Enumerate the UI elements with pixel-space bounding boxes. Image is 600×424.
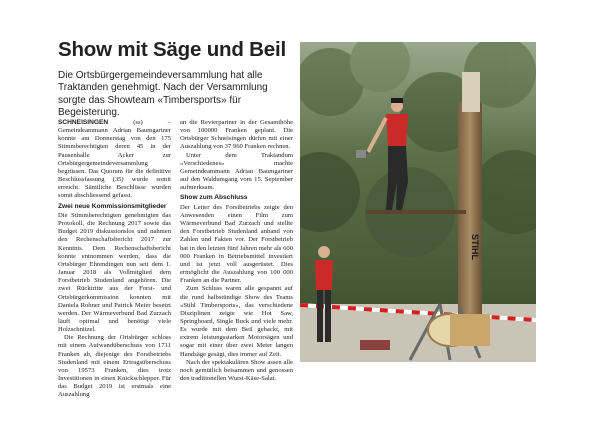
springboard-log xyxy=(458,72,482,332)
paragraph-text: – Gemeindeammann Adrian Baumgartner konnte am Donnerstag von den 175 Stimmberechtigten deren 45 in der Pausenhalle Acker zur Ortsbürgergemeindeversammlung begrüssen. Das Quorum für die definitive Beschlussfassung (35) wurde somit erreicht. Sämtliche Beschlüsse wurden somit abschliessend gefasst. xyxy=(58,119,171,200)
subheading: Zwei neue Kommissionsmitglieder xyxy=(58,202,167,210)
text-column-2 xyxy=(180,119,293,383)
article-headline: Show mit Säge und Beil xyxy=(58,38,286,61)
subheading: Show zum Abschluss xyxy=(180,194,248,202)
paragraph: Die Stimmberechtigten genehmigten das Protokoll, die Rechnung 2017 sowie das Budget 2019 diskussionslos und nahmen den Rechenschaftsbericht 2017 zur Kenntnis. Dem Rechenschaftsbericht konnte entnommen werden, dass die Ortsbürger Ehrendingen nun seit dem 1. Januar 2018 als Vollmitglied dem Forstbetrieb Studenland angehören. Die zwei Rücktritte aus der Forst- und Ortsbürgerkommission konnten mit Daniela Rohner und Patrick Meier besetzt werden. Der Wärmeverbund Bad Zurzach läuft optimal und benötigt viele Holzschnitzel. xyxy=(58,211,171,334)
author-tag: (ss) xyxy=(133,119,143,126)
article-lead: Die Ortsbürgergemeindeversammlung hat alle Traktanden genehmigt. Nach der Versammlung sorgte das Showteam «Timbersports» für Begeisterung. xyxy=(58,70,268,119)
stihl-banner-text: STIHL xyxy=(470,234,480,260)
springboard-plank xyxy=(366,210,466,214)
paragraph: Nach der spektakulären Show assen alle noch gemütlich beisammen und genossen den traditionellen Wurst-Käse-Salat. xyxy=(180,358,293,383)
paragraph: Die Rechnung der Ortsbürger schloss mit einem Aufwandüberschuss von 1711 Franken ab, diejenige des Forstbetriebs Studenland mit einem Ertragsüberschuss von 19573 Franken, dies trotz Investitionen in einen Knickschlepper. Für das Budget 2019 ist erstmals eine Auszahlung xyxy=(58,334,171,399)
paragraph xyxy=(58,119,171,201)
newspaper-clipping xyxy=(58,38,536,399)
paragraph: Der Leiter des Forstbetriebs zeigte den Anwesenden einen Film zum Wärmeverbund Bad Zurzach und stellte den Forstbetrieb Studenland anhand von Zahlen und Fakten vor. Der Forstbetrieb hat in den letzten fünf Jahren mehr als 600 000 Franken in Betriebsmittel investiert und ist jetzt voll ausgerüstet. Dies ermöglicht die Auszahlung von 100 000 Franken an die Partner. xyxy=(180,203,293,285)
equipment-box xyxy=(360,340,390,350)
paragraph: an die Revierpartner in der Gesamthöhe von 100000 Franken geplant. Die Ortsbürger Schneisingen dürfen mit einer Auszahlung von 37 960 Franken rechnen. xyxy=(180,119,293,151)
paragraph: Zum Schluss waren alle gespannt auf die rund halbstündige Show des Teams «Stihl Timbersports», das verschiedene Disziplinen zeigte wie Hot Saw, Springboard, Single Buck und viele mehr. Es wurde mit dem Beil gehackt, mit extrem leistungsstarken Motorsägen und sogar mit einer über zwei Meter langen Handsäge gesägt, dies immer auf Zeit. xyxy=(180,285,293,358)
article-photo xyxy=(300,42,536,362)
dateline: SCHNEISINGEN xyxy=(58,119,109,126)
text-column-1 xyxy=(58,119,171,400)
paragraph: Unter dem Traktandum «Verschiedenes» machte Gemeindeammann Adrian Baumgartner auf den Waldumgang vom 15. September aufmerksam. xyxy=(180,151,293,192)
